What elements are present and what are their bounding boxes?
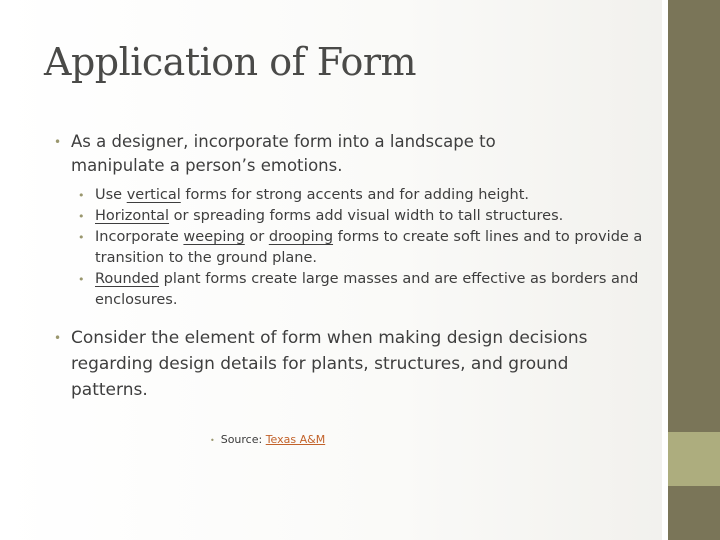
accent-band-light — [668, 432, 720, 486]
bullet-list — [52, 130, 647, 403]
sub-bullet-post: or spreading forms add visual width to tall structures. — [169, 208, 564, 224]
bullet-icon: • — [54, 331, 62, 345]
bullet-text: As a designer, incorporate form into a landscape to manipulate a person’s emotions. — [71, 132, 496, 175]
sub-bullet-item — [78, 185, 650, 206]
sub-bullet-term: Rounded — [95, 271, 160, 287]
bullet-icon: • — [78, 210, 85, 223]
slide-title: Application of Form — [44, 40, 417, 84]
bullet-icon: • — [78, 273, 85, 286]
bullet-icon: • — [78, 189, 85, 202]
sub-bullet-list — [78, 185, 647, 311]
sub-bullet-post: plant forms create large masses and are effective as borders and enclosures. — [95, 271, 639, 308]
sub-bullet-post: forms for strong accents and for adding height. — [180, 187, 530, 203]
sub-bullet-term: Horizontal — [95, 208, 170, 224]
bullet-icon: • — [210, 436, 215, 445]
sub-bullet-pre: Use — [95, 187, 127, 203]
sub-bullet-term: vertical — [126, 187, 181, 203]
bullet-text: Consider the element of form when making design decisions regarding design details for plants, structures, and ground patterns. — [71, 328, 588, 400]
sub-bullet-post: forms to create soft lines and to provide a transition to the ground plane. — [95, 229, 643, 266]
source-citation — [210, 433, 325, 446]
bullet-item — [52, 130, 571, 178]
bullet-icon: • — [78, 231, 85, 244]
sub-bullet-term: weeping — [183, 229, 245, 245]
source-link[interactable]: Texas A&M — [265, 433, 326, 446]
bullet-icon: • — [54, 135, 62, 149]
bullet-item — [52, 325, 631, 403]
source-label: Source: — [220, 433, 266, 446]
sub-bullet-pre: Incorporate — [95, 229, 184, 245]
sub-bullet-term2: drooping — [268, 229, 334, 245]
sub-bullet-mid: or — [244, 229, 269, 245]
sub-bullet-item — [78, 227, 650, 269]
sub-bullet-item — [78, 206, 650, 227]
sub-bullet-item — [78, 269, 650, 311]
